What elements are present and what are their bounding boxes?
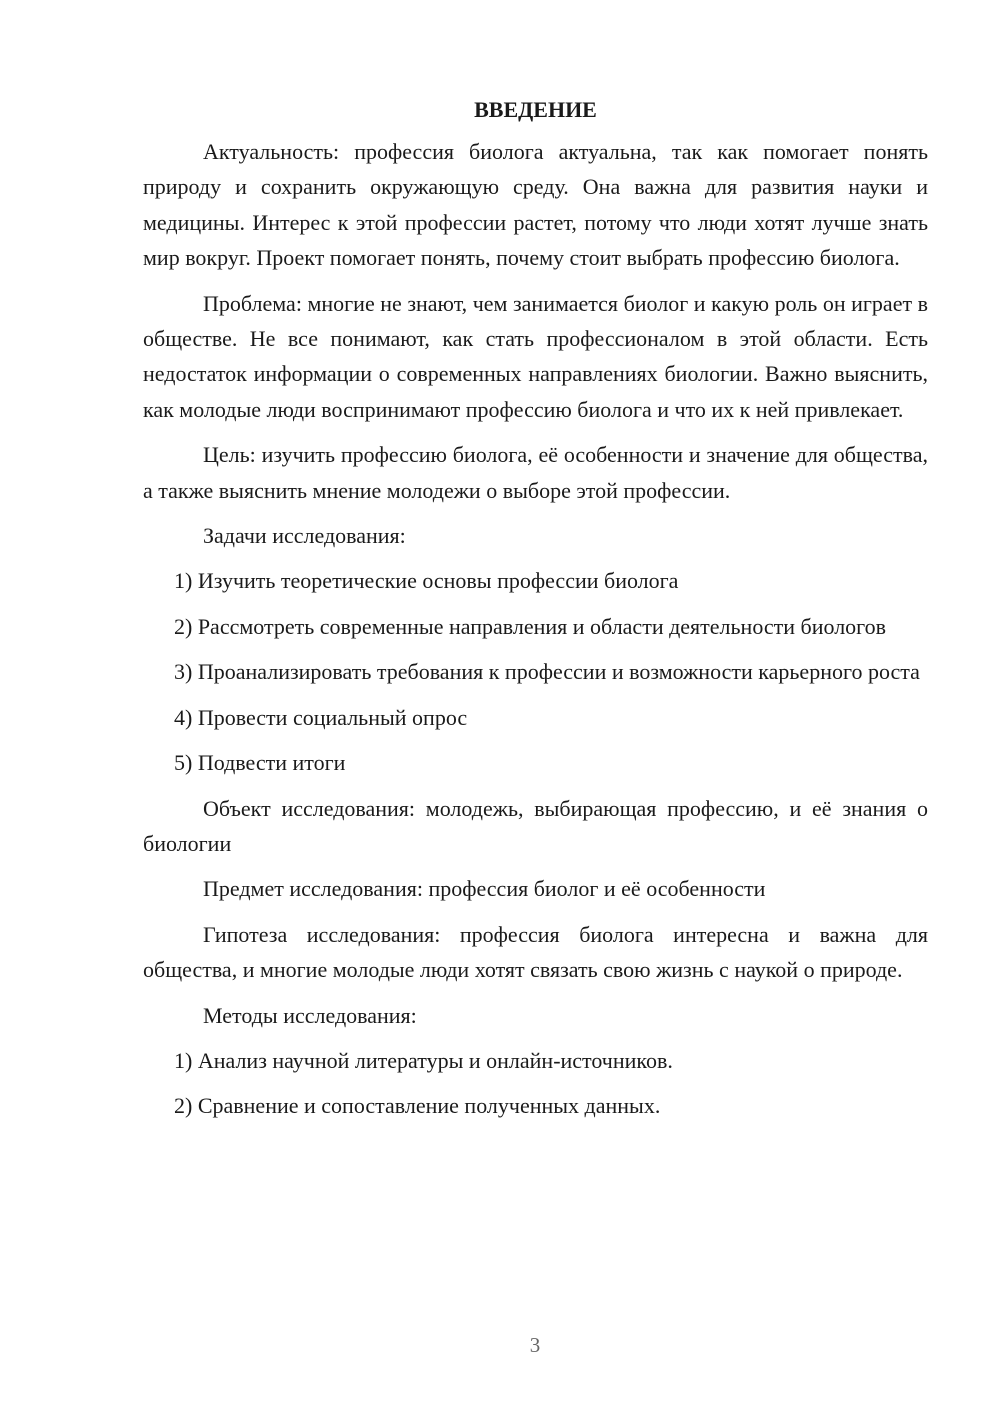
method-item: 2) Сравнение и сопоставление полученных данных. <box>174 1093 661 1119</box>
method-item: 1) Анализ научной литературы и онлайн-источников. <box>174 1047 673 1073</box>
task-item: 5) Подвести итоги <box>174 750 346 776</box>
hypothesis-paragraph: Гипотеза исследования: профессия биолога интересна и важна для общества, и многие молодые люди хотят связать свою жизнь с наукой о природе. <box>143 921 928 983</box>
task-item: 4) Провести социальный опрос <box>174 704 468 730</box>
tasks-heading: Задачи исследования: <box>203 523 406 549</box>
goal-paragraph: Цель: изучить профессию биолога, её особенности и значение для общества, а также выяснить мнение молодежи о выборе этой профессии. <box>143 442 928 503</box>
task-item: 1) Изучить теоретические основы профессии биолога <box>174 568 679 594</box>
page-number: 3 <box>529 1333 541 1357</box>
problem-paragraph: Проблема: многие не знают, чем занимается биолог и какую роль он играет в обществе. Не все понимают, как стать профессионалом в этой области. Есть недостаток информации о современных направлениях биологии. Важно выяснить, как молодые люди воспринимают профессию биолога и что их к ней привлекает. <box>143 290 928 422</box>
relevance-paragraph: Актуальность: профессия биолога актуальна, так как помогает понять природу и сохранить окружающую среду. Она важна для развития науки и медицины. Интерес к этой профессии растет, потому что люди хотят лучше знать мир вокруг. Проект помогает понять, почему стоит выбрать профессию биолога. <box>143 139 928 271</box>
methods-heading: Методы исследования: <box>203 1002 417 1028</box>
section-title: ВВЕДЕНИЕ <box>474 97 597 122</box>
task-item: 3) Проанализировать требования к профессии и возможности карьерного роста <box>174 659 920 685</box>
document-page <box>143 92 928 1134</box>
task-item: 2) Рассмотреть современные направления и области деятельности биологов <box>174 613 887 639</box>
object-paragraph: Объект исследования: молодежь, выбирающая профессию, и её знания о биологии <box>143 795 928 856</box>
subject-paragraph: Предмет исследования: профессия биолог и её особенности <box>203 876 766 902</box>
